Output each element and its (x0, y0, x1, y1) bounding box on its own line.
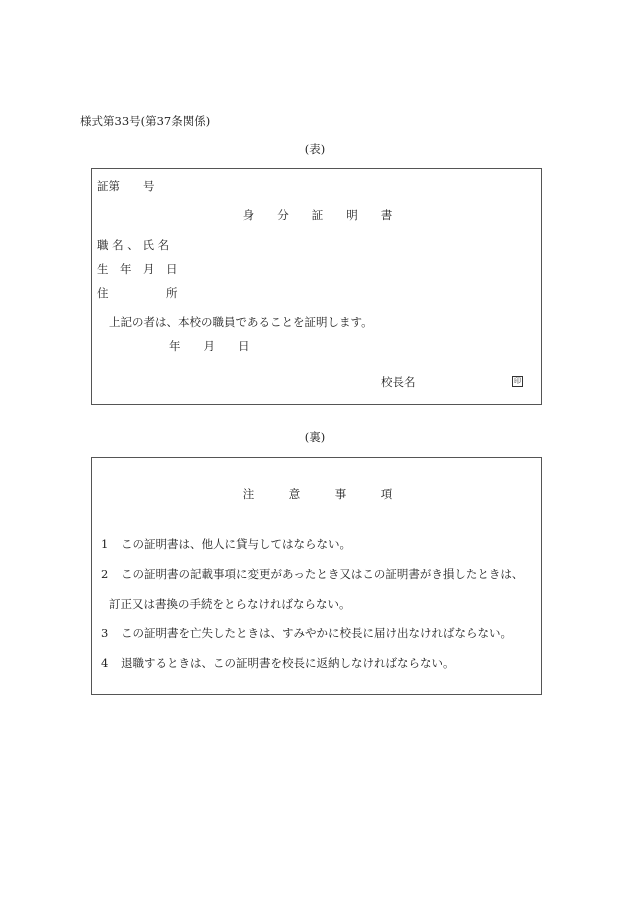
notice-item-number: 3 (101, 626, 109, 640)
notice-item-number: 1 (101, 537, 109, 551)
cert-number: 証第 号 (97, 179, 155, 193)
front-card (91, 168, 542, 405)
principal-name-label: 校長名 (381, 375, 416, 389)
back-heading: (裏) (304, 430, 326, 444)
name-label: 職 名 、 氏 名 (97, 238, 170, 252)
certification-statement: 上記の者は、本校の職員であることを証明します。 (109, 315, 373, 329)
notice-item-text: 退職するときは、この証明書を校長に返納しなければならない。 (121, 656, 455, 670)
notice-item-number: 4 (101, 656, 109, 670)
issue-date: 年 月 日 (169, 339, 250, 353)
notice-title: 注 意 事 項 (242, 487, 393, 501)
notice-item-text: この証明書を亡失したときは、すみやかに校長に届け出なければならない。 (121, 626, 512, 640)
address-label: 住 所 (97, 286, 178, 300)
notice-item-text: この証明書の記載事項に変更があったとき又はこの証明書がき損したときは、 (121, 567, 524, 581)
document-title: 身 分 証 明 書 (242, 208, 393, 222)
back-card (91, 457, 542, 695)
birthdate-label: 生 年 月 日 (97, 262, 178, 276)
notice-item-number: 2 (101, 567, 109, 581)
seal-stamp: 印 (514, 377, 521, 385)
notice-item-text: この証明書は、他人に貸与してはならない。 (121, 537, 351, 551)
front-heading: (表) (304, 142, 326, 156)
form-title: 様式第33号(第37条関係) (80, 114, 211, 128)
notice-item-continuation: 訂正又は書換の手続をとらなければならない。 (109, 597, 351, 611)
